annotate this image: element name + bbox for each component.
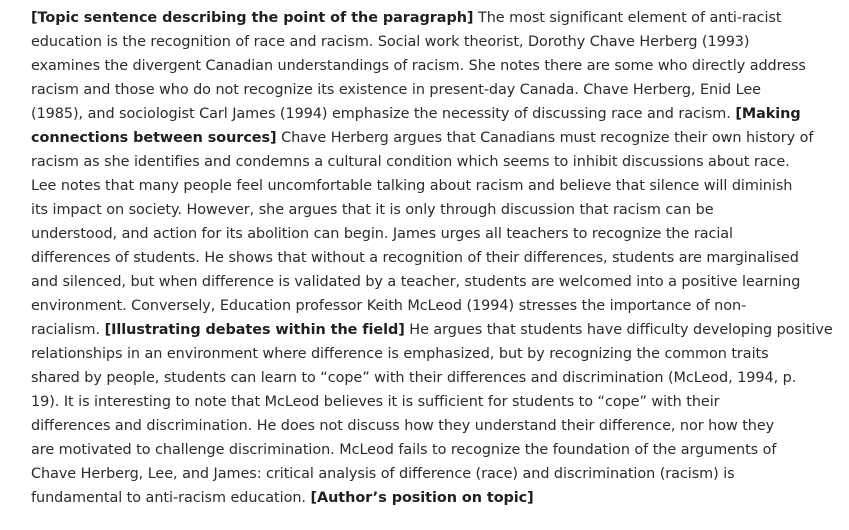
paragraph-line [31, 342, 843, 366]
line-text: racism and those who do not recognize its existence in present-day Canada. Chave Herberg, Enid Lee [31, 82, 761, 98]
annotation-tag-making-connections: [Making [735, 106, 801, 122]
line-text: differences and discrimination. He does not discuss how they understand their difference, nor how they [31, 418, 775, 434]
paragraph-line [31, 294, 843, 318]
line-text: Chave Herberg, Lee, and James: critical analysis of difference (race) and discrimination (racism) is [31, 466, 735, 482]
line-text: education is the recognition of race and racism. Social work theorist, Dorothy Chave Herberg (1993) [31, 34, 750, 50]
annotation-tag-illustrating-debates: [Illustrating debates within the field] [104, 322, 405, 338]
line-text: racialism. [31, 322, 105, 338]
paragraph-line [31, 414, 843, 438]
line-text: fundamental to anti-racism education. [31, 490, 311, 506]
paragraph-line [31, 246, 843, 270]
paragraph-line [31, 150, 843, 174]
annotation-tag-author-position: [Author’s position on topic] [310, 490, 534, 506]
line-text: understood, and action for its abolition can begin. James urges all teachers to recognize the racial [31, 226, 733, 242]
line-text: (1985), and sociologist Carl James (1994) emphasize the necessity of discussing race and racism. [31, 106, 736, 122]
paragraph-line [31, 6, 843, 30]
line-text: and silenced, but when difference is validated by a teacher, students are welcomed into a positive learning [31, 274, 801, 290]
paragraph-line [31, 54, 843, 78]
paragraph-line [31, 318, 843, 342]
annotation-tag-making-connections-cont: connections between sources] [31, 130, 277, 146]
line-text: Lee notes that many people feel uncomfortable talking about racism and believe that silence will diminish [31, 178, 793, 194]
line-text: its impact on society. However, she argues that it is only through discussion that racism can be [31, 202, 714, 218]
paragraph-line [31, 438, 843, 462]
paragraph-line [31, 390, 843, 414]
paragraph-line [31, 222, 843, 246]
line-text: relationships in an environment where difference is emphasized, but by recognizing the common traits [31, 346, 769, 362]
paragraph-line [31, 174, 843, 198]
paragraph-line [31, 102, 843, 126]
paragraph-line [31, 126, 843, 150]
line-text: are motivated to challenge discrimination. McLeod fails to recognize the foundation of the arguments of [31, 442, 777, 458]
paragraph-line [31, 30, 843, 54]
line-text: differences of students. He shows that without a recognition of their differences, students are marginalised [31, 250, 799, 266]
annotated-paragraph [31, 6, 843, 510]
paragraph-line [31, 78, 843, 102]
line-text: racism as she identifies and condemns a cultural condition which seems to inhibit discussions about race. [31, 154, 790, 170]
line-text: He argues that students have difficulty developing positive [404, 322, 833, 338]
line-text: 19). It is interesting to note that McLeod believes it is sufficient for students to “cope” with their [31, 394, 720, 410]
paragraph-line [31, 462, 843, 486]
line-text: environment. Conversely, Education professor Keith McLeod (1994) stresses the importance of non- [31, 298, 747, 314]
paragraph-line [31, 270, 843, 294]
line-text: The most significant element of anti-racist [473, 10, 782, 26]
line-text: shared by people, students can learn to “cope” with their differences and discrimination (McLeod, 1994, p. [31, 370, 797, 386]
line-text: examines the divergent Canadian understandings of racism. She notes there are some who directly address [31, 58, 806, 74]
paragraph-line [31, 198, 843, 222]
line-text: Chave Herberg argues that Canadians must recognize their own history of [276, 130, 814, 146]
paragraph-line [31, 486, 843, 510]
paragraph-line [31, 366, 843, 390]
annotation-tag-topic-sentence: [Topic sentence describing the point of the paragraph] [31, 10, 474, 26]
